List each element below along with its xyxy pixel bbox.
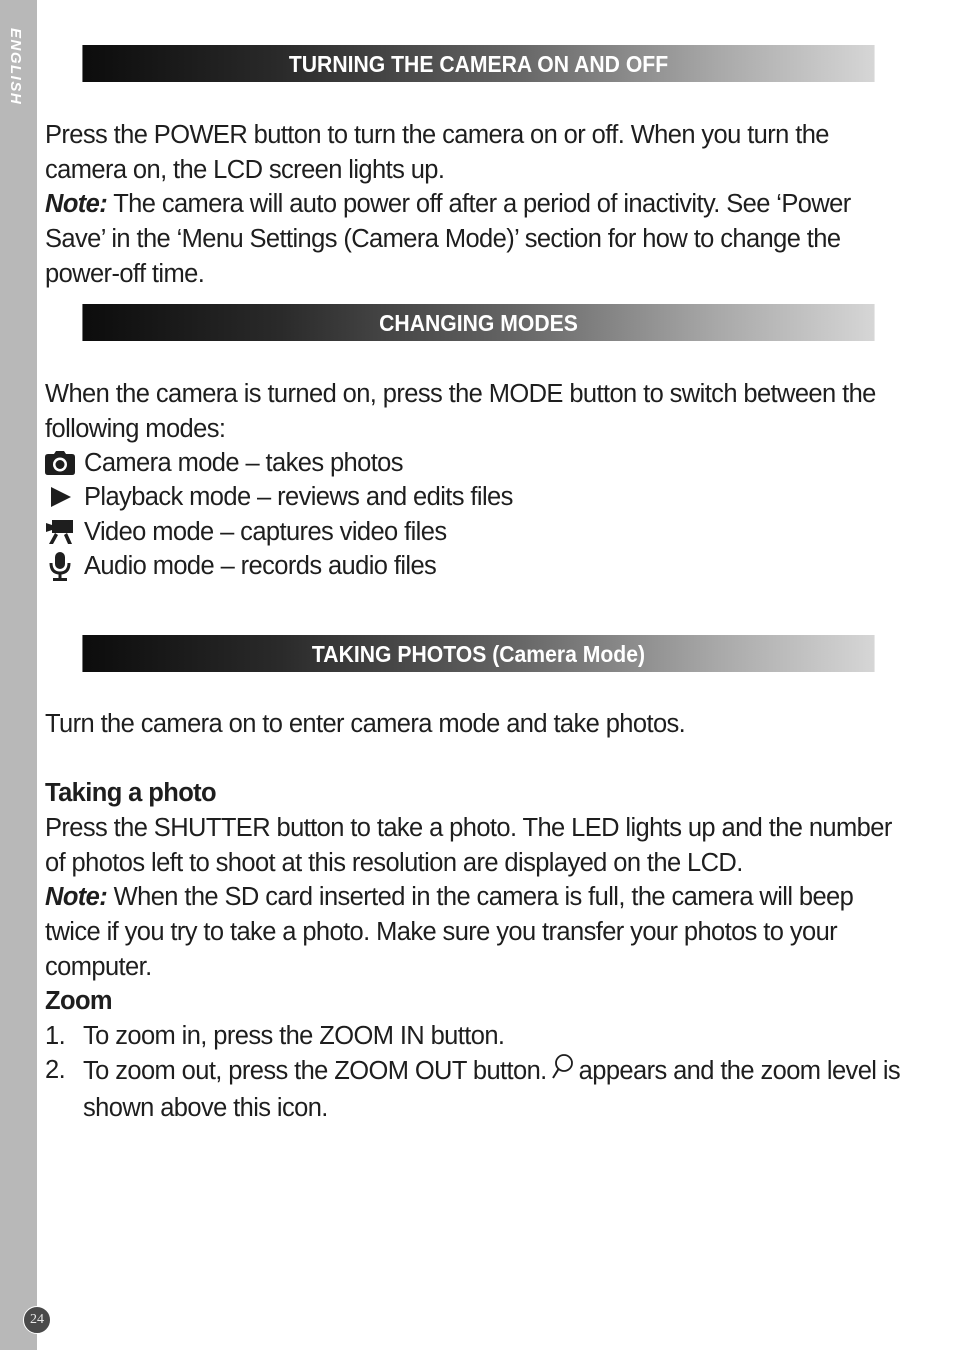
power-body — [45, 118, 913, 292]
mode-label-camera: Camera mode – takes photos — [84, 448, 403, 477]
mode-item-video — [45, 515, 446, 550]
video-camera-icon — [45, 518, 75, 546]
taking-photo-heading: Taking a photo — [45, 779, 217, 807]
language-label: ENGLISH — [7, 28, 24, 106]
side-strip — [0, 0, 44, 1350]
zoom-step-2-text-before: To zoom out, press the ZOOM OUT button. — [83, 1057, 547, 1085]
mode-item-playback — [45, 480, 513, 515]
taking-photo-body — [45, 811, 913, 985]
zoom-step-1-text: To zoom in, press the ZOOM IN button. — [83, 1022, 505, 1050]
zoom-step-2 — [45, 1053, 913, 1125]
section-title-modes: CHANGING MODES — [82, 304, 874, 341]
zoom-step-2-number: 2. — [45, 1056, 66, 1084]
power-note-label: Note: — [45, 190, 108, 219]
zoom-step-1 — [45, 1019, 913, 1054]
power-note-text: The camera will auto power off after a period of inactivity. See ‘Power Save’ in the ‘Menu Settings (Camera Mode)’ section for how to change the power-off time. — [45, 190, 851, 288]
section-title-photos: TAKING PHOTOS (Camera Mode) — [82, 635, 874, 672]
camera-icon — [45, 449, 75, 477]
modes-intro: When the camera is turned on, press the MODE button to switch between the following modes: — [45, 380, 876, 443]
power-body-text: Press the POWER button to turn the camera on or off. When you turn the camera on, the LCD screen lights up. — [45, 121, 829, 184]
mode-label-audio: Audio mode – records audio files — [84, 551, 437, 580]
page-number: 24 — [23, 1306, 51, 1334]
mode-label-playback: Playback mode – reviews and edits files — [84, 482, 513, 511]
photos-intro: Turn the camera on to enter camera mode and take photos. — [45, 710, 686, 738]
zoom-step-1-number: 1. — [45, 1022, 66, 1050]
zoom-heading: Zoom — [45, 987, 113, 1015]
microphone-icon — [45, 552, 75, 580]
magnifier-icon — [551, 1053, 575, 1091]
photos-note-text: When the SD card inserted in the camera is full, the camera will beep twice if you try to take a photo. Make sure you transfer your photos to your computer. — [45, 883, 854, 981]
play-icon — [45, 483, 75, 511]
taking-photo-text: Press the SHUTTER button to take a photo. The LED lights up and the number of photos left to shoot at this resolution are displayed on the LCD. — [45, 814, 892, 877]
mode-item-camera — [45, 446, 403, 481]
photos-note-label: Note: — [45, 883, 108, 912]
zoom-step-2-text-after: appears and the zoom level is shown above this icon. — [83, 1057, 901, 1122]
mode-label-video: Video mode – captures video files — [84, 517, 447, 546]
mode-item-audio — [45, 549, 436, 584]
section-title-power: TURNING THE CAMERA ON AND OFF — [82, 45, 874, 82]
zoom-step-2-content — [83, 1053, 913, 1125]
